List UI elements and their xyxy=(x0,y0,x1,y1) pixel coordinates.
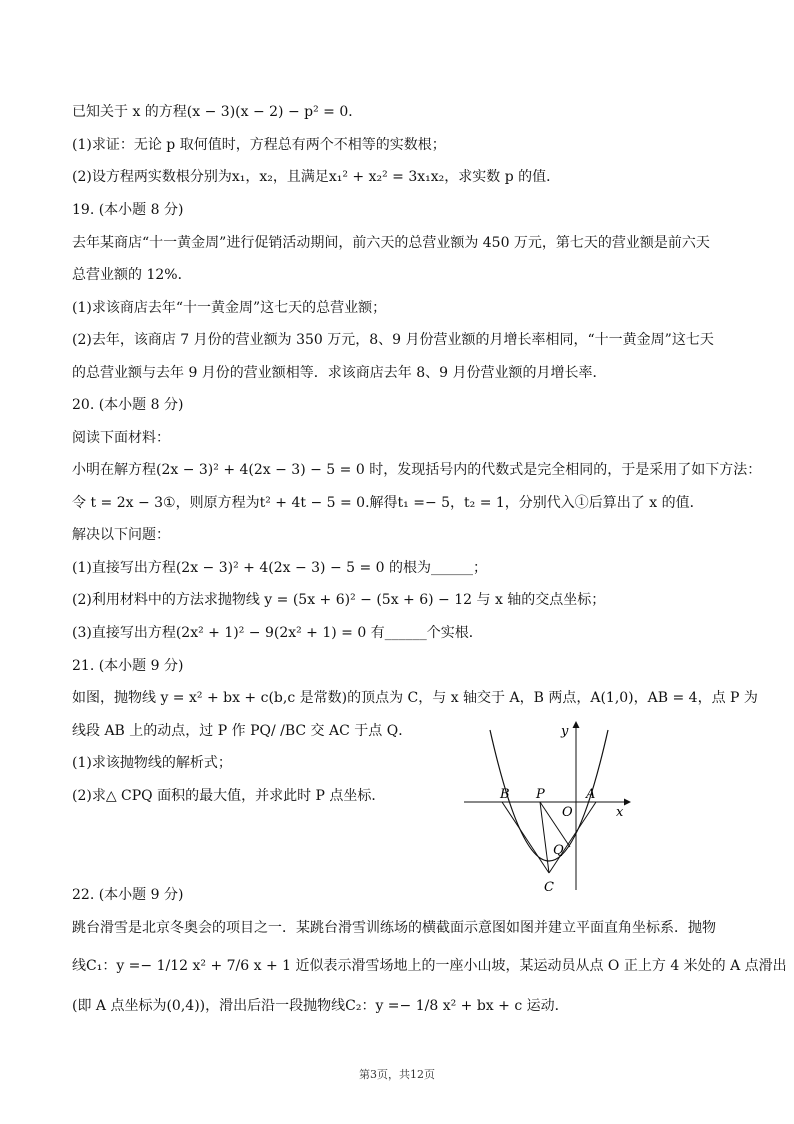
q21-part2: (2)求△ CPQ 面积的最大值，并求此时 P 点坐标． xyxy=(72,788,386,804)
q18-stem: 已知关于 x 的方程(x − 3)(x − 2) − p² = 0． xyxy=(72,104,363,120)
q20-intro: 阅读下面材料： xyxy=(72,430,170,446)
label-B: B xyxy=(500,787,510,802)
q22-heading: 22. (本小题 9 分) xyxy=(72,887,184,903)
label-O: O xyxy=(562,805,573,820)
q19-heading: 19. (本小题 8 分) xyxy=(72,202,184,218)
q18-part2: (2)设方程两实数根分别为x₁，x₂，且满足x₁² + x₂² = 3x₁x₂，求实数 p 的值． xyxy=(72,169,561,185)
y-axis-arrow xyxy=(573,721,580,728)
q20-material-line2: 令 t = 2x − 3①，则原方程为t² + 4t − 5 = 0.解得t₁ =− 5，t₂ = 1，分别代入①后算出了 x 的值． xyxy=(72,495,704,511)
q19-stem-line1: 去年某商店“十一黄金周”进行促销活动期间，前六天的总营业额为 450 万元，第七天的营业额是前六天 xyxy=(72,235,710,251)
label-Q: Q xyxy=(553,843,564,858)
x-axis-arrow xyxy=(624,799,631,806)
segment-BC xyxy=(502,802,549,873)
q21-stem-line1: 如图，抛物线 y = x² + bx + c(b,c 是常数)的顶点为 C，与 x 轴交于 A，B 两点，A(1,0)，AB = 4，点 P 为 xyxy=(72,690,758,706)
q19-part1: (1)求该商店去年“十一黄金周”这七天的总营业额； xyxy=(72,300,387,316)
label-A: A xyxy=(586,787,596,802)
q21-stem-line2: 线段 AB 上的动点，过 P 作 PQ/ /BC 交 AC 于点 Q． xyxy=(72,723,413,739)
q19-stem-line2: 总营业额的 12%． xyxy=(72,267,192,283)
label-C: C xyxy=(544,880,554,895)
q21-part1: (1)求该抛物线的解析式； xyxy=(72,755,232,771)
q20-tasks: 解决以下问题： xyxy=(72,527,170,543)
q20-part2: (2)利用材料中的方法求抛物线 y = (5x + 6)² − (5x + 6) − 12 与 x 轴的交点坐标； xyxy=(72,592,606,608)
q20-material-line1: 小明在解方程(2x − 3)² + 4(2x − 3) − 5 = 0 时，发现括号内的代数式是完全相同的，于是采用了如下方法： xyxy=(72,462,762,478)
label-x: x xyxy=(616,805,624,820)
q18-part1: (1)求证：无论 p 取何值时，方程总有两个不相等的实数根； xyxy=(72,137,446,153)
page-footer: 第3页，共12页 xyxy=(359,1068,435,1081)
label-y: y xyxy=(561,724,569,739)
q19-part2-line2: 的总营业额与去年 9 月份的营业额相等．求该商店去年 8、9 月份营业额的月增长率． xyxy=(72,365,607,381)
q20-part1: (1)直接写出方程(2x − 3)² + 4(2x − 3) − 5 = 0 的根为______； xyxy=(72,560,488,576)
q22-stem-line3: (即 A 点坐标为(0,4))，滑出后沿一段抛物线C₂：y =− 1/8 x² + bx + c 运动． xyxy=(72,998,569,1014)
q22-stem-line2: 线C₁：y =− 1/12 x² + 7/6 x + 1 近似表示滑雪场地上的一座小山坡，某运动员从点 O 正上方 4 米处的 A 点滑出 xyxy=(72,958,787,974)
q20-part3: (3)直接写出方程(2x² + 1)² − 9(2x² + 1) = 0 有______个实根． xyxy=(72,625,483,641)
q21-heading: 21. (本小题 9 分) xyxy=(72,658,184,674)
label-P: P xyxy=(536,787,545,802)
q19-part2-line1: (2)去年，该商店 7 月份的营业额为 350 万元，8、9 月份营业额的月增长率相同，“十一黄金周”这七天 xyxy=(72,332,714,348)
q20-heading: 20. (本小题 8 分) xyxy=(72,397,184,413)
q22-stem-line1: 跳台滑雪是北京冬奥会的项目之一．某跳台滑雪训练场的横截面示意图如图并建立平面直角坐标系．抛物 xyxy=(72,920,716,936)
parabola-figure xyxy=(456,718,636,898)
